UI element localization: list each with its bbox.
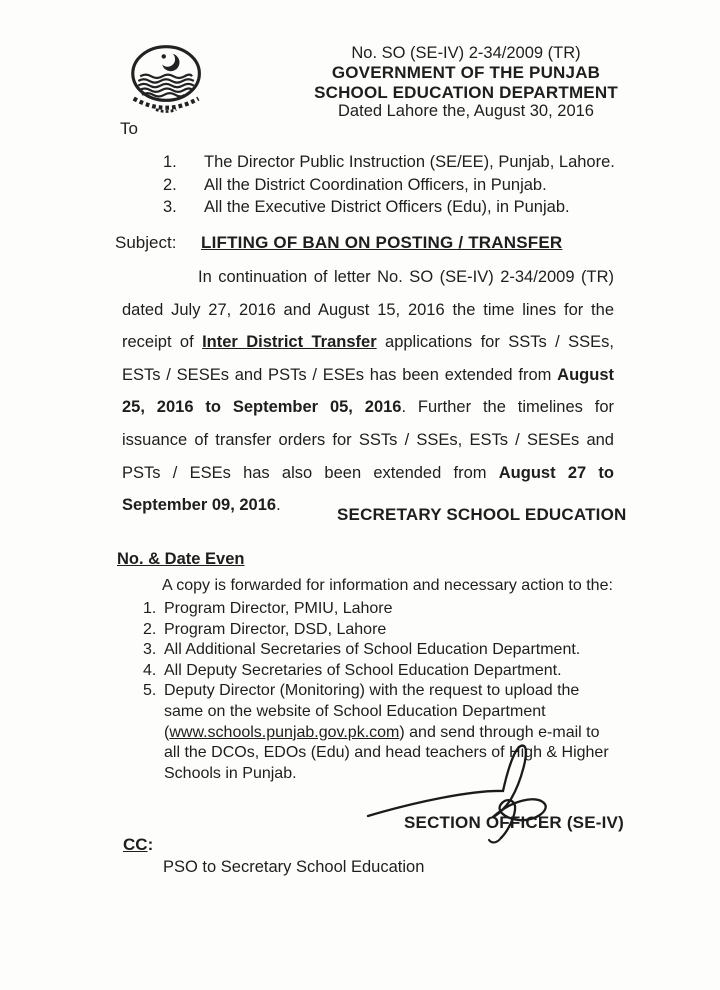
subject-label: Subject: xyxy=(115,233,177,252)
department-name: SCHOOL EDUCATION DEPARTMENT xyxy=(314,82,618,102)
cc-label: CC xyxy=(123,835,148,854)
subject-row xyxy=(115,233,562,253)
recipient-number: 2. xyxy=(163,175,177,194)
recipient-number: 1. xyxy=(163,153,177,171)
body-paragraph: In continuation of letter No. SO (SE-IV) 2-34/2009 (TR) dated July 27, 2016 and August 15, 2016 the time lines for the receipt of Inter District Transfer applications for SSTs / SSEs, ESTs / SESEs and PSTs / ESEs has been extended from August 25, 2016 to September 05, 2016. Further the timelines for issuance of transfer orders for SSTs / SSEs, ESTs / SESEs and PSTs / ESEs has also been extended from August 27 to September 09, 2016. xyxy=(122,268,614,515)
endorsement-heading: No. & Date Even xyxy=(117,550,245,568)
endorsement-text: Program Director, DSD, Lahore xyxy=(164,620,387,638)
endorsement-item xyxy=(143,599,615,620)
cc-recipient: PSO to Secretary School Education xyxy=(163,858,425,876)
endorsement-text: All Additional Secretaries of School Education Department. xyxy=(164,641,581,659)
endorsement-item xyxy=(143,640,615,661)
endorsement-item xyxy=(143,620,615,641)
endorsement-text: Deputy Director (Monitoring) with the request to upload the same on the website of School Education Department (www.schools.punjab.gov.pk.com) and send through e-mail to all the DCOs, EDOs (Edu) and head teachers of High & Higher Schools in Punjab. xyxy=(164,682,609,782)
recipient-text: The Director Public Instruction (SE/EE), Punjab, Lahore. xyxy=(204,153,615,171)
section-officer-signoff: SECTION OFFICER (SE-IV) xyxy=(404,813,624,832)
recipient-text: All the Executive District Officers (Edu), in Punjab. xyxy=(204,198,570,216)
signature-scribble xyxy=(360,738,588,850)
endorsement-text: All Deputy Secretaries of School Education Department. xyxy=(164,661,562,679)
punjab-government-emblem-icon xyxy=(127,43,207,117)
endorsement-number: 5. xyxy=(143,682,157,700)
endorsement-text: Program Director, PMIU, Lahore xyxy=(164,600,393,617)
recipient-item xyxy=(163,196,643,219)
cc-heading xyxy=(123,835,153,855)
endorsement-item xyxy=(143,661,615,682)
to-label: To xyxy=(120,119,138,138)
subject-title: LIFTING OF BAN ON POSTING / TRANSFER xyxy=(201,233,563,252)
endorsement-number: 1. xyxy=(143,600,157,617)
recipient-item xyxy=(163,174,643,197)
letterhead xyxy=(276,44,656,122)
letter-date: Dated Lahore the, August 30, 2016 xyxy=(338,102,594,120)
government-name: GOVERNMENT OF THE PUNJAB xyxy=(331,63,601,82)
recipient-text: All the District Coordination Officers, in Punjab. xyxy=(204,175,547,194)
reference-number: No. SO (SE-IV) 2-34/2009 (TR) xyxy=(351,44,581,62)
recipient-number: 3. xyxy=(163,198,177,216)
endorsement-intro: A copy is forwarded for information and necessary action to the: xyxy=(162,577,613,594)
endorsement-number: 2. xyxy=(143,620,157,638)
endorsement-number: 3. xyxy=(143,641,157,659)
cc-colon: : xyxy=(147,835,154,854)
secretary-signoff: SECRETARY SCHOOL EDUCATION xyxy=(337,505,627,524)
endorsement-number: 4. xyxy=(143,661,157,679)
recipient-list xyxy=(163,151,643,219)
recipient-item xyxy=(163,151,643,174)
